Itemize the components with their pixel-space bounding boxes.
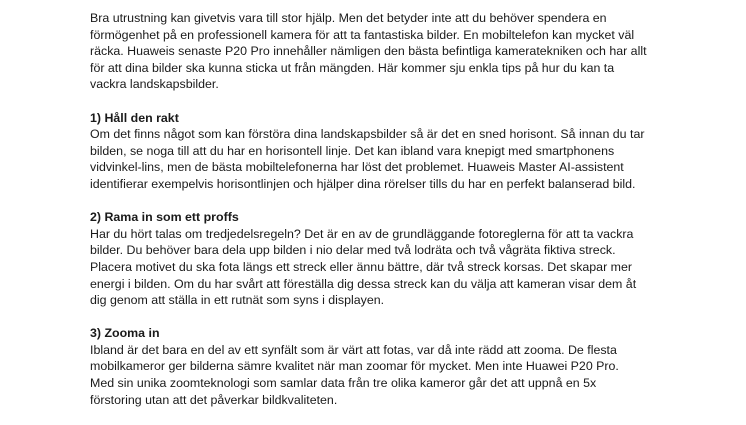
section-rama-in bbox=[90, 209, 730, 309]
section-line: Om det finns något som kan förstöra dina landskapsbilder så är det en sned horisont. Så innan du tar bbox=[90, 127, 645, 142]
section-line: dig genom att ställa in ett rutnät som syns i displayen. bbox=[90, 293, 385, 308]
section-line: Har du hört talas om tredjedelsregeln? Det är en av de grundläggande fotoreglerna för att ta vackra bbox=[90, 226, 634, 241]
section-body bbox=[90, 126, 730, 192]
intro-line: Bra utrustning kan givetvis vara till stor hjälp. Men det betyder inte att du behöver spendera en bbox=[90, 11, 607, 25]
section-heading: 2) Rama in som ett proffs bbox=[90, 210, 239, 225]
section-line: Med sin unika zoomteknologi som samlar data från tre olika kameror går det att uppnå en 5x bbox=[90, 376, 597, 391]
section-heading: 1) Håll den rakt bbox=[90, 110, 179, 125]
section-heading: 3) Zooma in bbox=[90, 326, 160, 341]
intro-line: vackra landskapsbilder. bbox=[90, 77, 219, 92]
section-line: förstoring utan att det påverkar bildkvaliteten. bbox=[90, 392, 338, 407]
intro-paragraph bbox=[90, 10, 730, 93]
section-line: bilden, se noga till att du har en horisontell linje. Det kan ibland vara knepigt med smartphonens bbox=[90, 143, 615, 158]
intro-line: för att dina bilder ska kunna sticka ut från mängden. Här kommer sju enkla tips på hur du kan ta bbox=[90, 60, 615, 75]
section-body bbox=[90, 342, 730, 408]
section-line: bilder. Du behöver bara dela upp bilden i nio delar med två lodräta och två vågräta fiktiva streck. bbox=[90, 243, 616, 258]
document-body bbox=[90, 10, 730, 425]
section-line: Ibland är det bara en del av ett synfält som är värt att fotas, var då inte rädd att zooma. De flesta bbox=[90, 342, 617, 357]
intro-line: räcka. Huaweis senaste P20 Pro innehåller nämligen den bästa befintliga kameratekniken och har allt bbox=[90, 44, 647, 59]
intro-line: förmögenhet på en professionell kamera för att ta fantastiska bilder. En mobiltelefon kan mycket väl bbox=[90, 27, 635, 42]
section-zooma-in bbox=[90, 325, 730, 408]
section-line: Placera motivet du ska fota längs ett streck eller ännu bättre, där två streck korsas. Det skapar mer bbox=[90, 259, 632, 274]
section-body bbox=[90, 226, 730, 309]
section-line: energi i bilden. Om du har svårt att föreställa dig dessa streck kan du välja att kameran visar dem åt bbox=[90, 276, 637, 291]
section-line: vidvinkel-lins, men de bästa mobiltelefonerna har löst det problemet. Huaweis Master AI-assistent bbox=[90, 160, 624, 175]
section-line: identifierar exempelvis horisontlinjen och hjälper dina rörelser tills du har en perfekt balanserad bild. bbox=[90, 176, 636, 191]
section-line: mobilkameror ger bilderna sämre kvalitet när man zoomar för mycket. Men inte Huawei P20 Pro. bbox=[90, 359, 619, 374]
section-hall-den-rakt bbox=[90, 110, 730, 193]
